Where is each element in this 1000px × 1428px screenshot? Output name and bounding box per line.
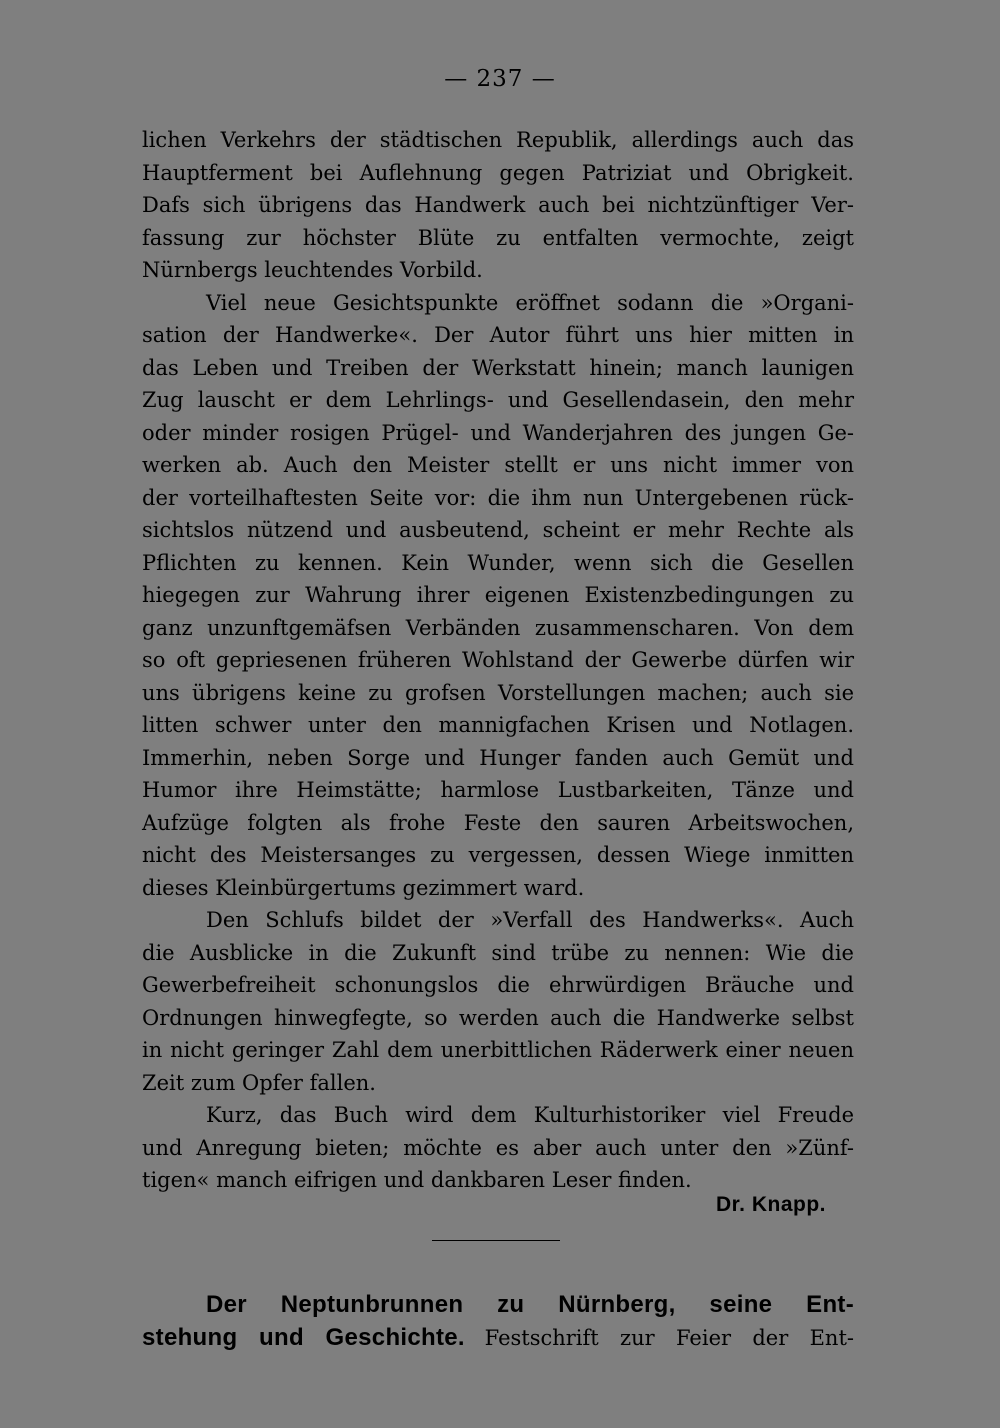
body-text-line: Zug lauscht er dem Lehrlings- und Gesellendasein, den mehr [142, 388, 854, 412]
body-text-line: fassung zur höchster Blüte zu entfalten vermochte, zeigt [142, 225, 854, 250]
body-text-line: Hauptferment bei Auflehnung gegen Patriziat und Obrigkeit. [142, 160, 854, 185]
body-text-line: Gewerbefreiheit schonungslos die ehrwürdigen Bräuche und [142, 973, 854, 997]
body-text-line: werken ab. Auch den Meister stellt er uns nicht immer von [142, 453, 854, 477]
body-text-line: Immerhin, neben Sorge und Hunger fanden auch Gemüt und [142, 745, 854, 770]
review-body [142, 124, 854, 1197]
review-signature: Dr. Knapp. [715, 1193, 826, 1216]
body-text-line: Den Schlufs bildet der »Verfall des Handwerks«. Auch [206, 908, 854, 932]
next-review-subtitle: Festschrift zur Feier der Ent- [484, 1326, 854, 1350]
body-text-line: Pflichten zu kennen. Kein Wunder, wenn sich die Gesellen [142, 550, 854, 575]
body-text-line: Zeit zum Opfer fallen. [142, 1070, 376, 1095]
body-text-line: tigen« manch eifrigen und dankbaren Leser finden. [142, 1168, 692, 1192]
body-text-line: litten schwer unter den mannigfachen Krisen und Notlagen. [142, 713, 854, 737]
body-text-line: Nürnbergs leuchtendes Vorbild. [142, 258, 483, 282]
body-text-line: der vorteilhaftesten Seite vor: die ihm nun Untergebenen rück- [142, 485, 854, 510]
body-text-line: oder minder rosigen Prügel- und Wanderjahren des jungen Ge- [142, 420, 854, 445]
body-text-line: dieses Kleinbürgertums gezimmert ward. [142, 875, 585, 900]
next-review-title-end: stehung und Geschichte. [142, 1324, 465, 1351]
body-text-line: und Anregung bieten; möchte es aber auch unter den »Zünf- [142, 1135, 854, 1160]
body-text-line: so oft gepriesenen früheren Wohlstand der Gewerbe dürfen wir [142, 648, 854, 672]
body-text-line: Aufzüge folgten als frohe Feste den sauren Arbeitswochen, [142, 810, 854, 835]
body-text-line: Kurz, das Buch wird dem Kulturhistoriker viel Freude [206, 1103, 854, 1127]
body-text-line: Viel neue Gesichtspunkte eröffnet sodann die »Organi- [206, 290, 854, 315]
body-text-line: Humor ihre Heimstätte; harmlose Lustbarkeiten, Tänze und [142, 778, 854, 802]
body-text-line: das Leben und Treiben der Werkstatt hinein; manch launigen [142, 355, 854, 380]
body-text-line: Ordnungen hinwegfegte, so werden auch die Handwerke selbst [142, 1005, 854, 1030]
body-text-line: sichtslos nützend und ausbeutend, scheint er mehr Rechte als [142, 518, 854, 542]
next-review-title-line-1: Der Neptunbrunnen zu Nürnberg, seine Ent- [206, 1291, 854, 1318]
body-text-line: hiegegen zur Wahrung ihrer eigenen Existenzbedingungen zu [142, 583, 854, 607]
section-divider [432, 1240, 560, 1241]
body-text-line: nicht des Meistersanges zu vergessen, dessen Wiege inmitten [142, 843, 854, 867]
body-text-line: sation der Handwerke«. Der Autor führt uns hier mitten in [142, 323, 854, 347]
body-text-line: Dafs sich übrigens das Handwerk auch bei nichtzünftiger Ver- [142, 193, 854, 217]
next-review-heading [142, 1288, 854, 1354]
body-text-line: ganz unzunftgemäfsen Verbänden zusammenscharen. Von dem [142, 615, 854, 640]
body-text-line: die Ausblicke in die Zukunft sind trübe zu nennen: Wie die [142, 940, 854, 965]
body-text-line: in nicht geringer Zahl dem unerbittlichen Räderwerk einer neuen [142, 1038, 854, 1062]
body-text-line: lichen Verkehrs der städtischen Republik, allerdings auch das [142, 128, 854, 152]
next-review-title-line-2 [142, 1321, 854, 1354]
page-number: — 237 — [444, 66, 556, 92]
body-text-line: uns übrigens keine zu grofsen Vorstellungen machen; auch sie [142, 680, 854, 705]
